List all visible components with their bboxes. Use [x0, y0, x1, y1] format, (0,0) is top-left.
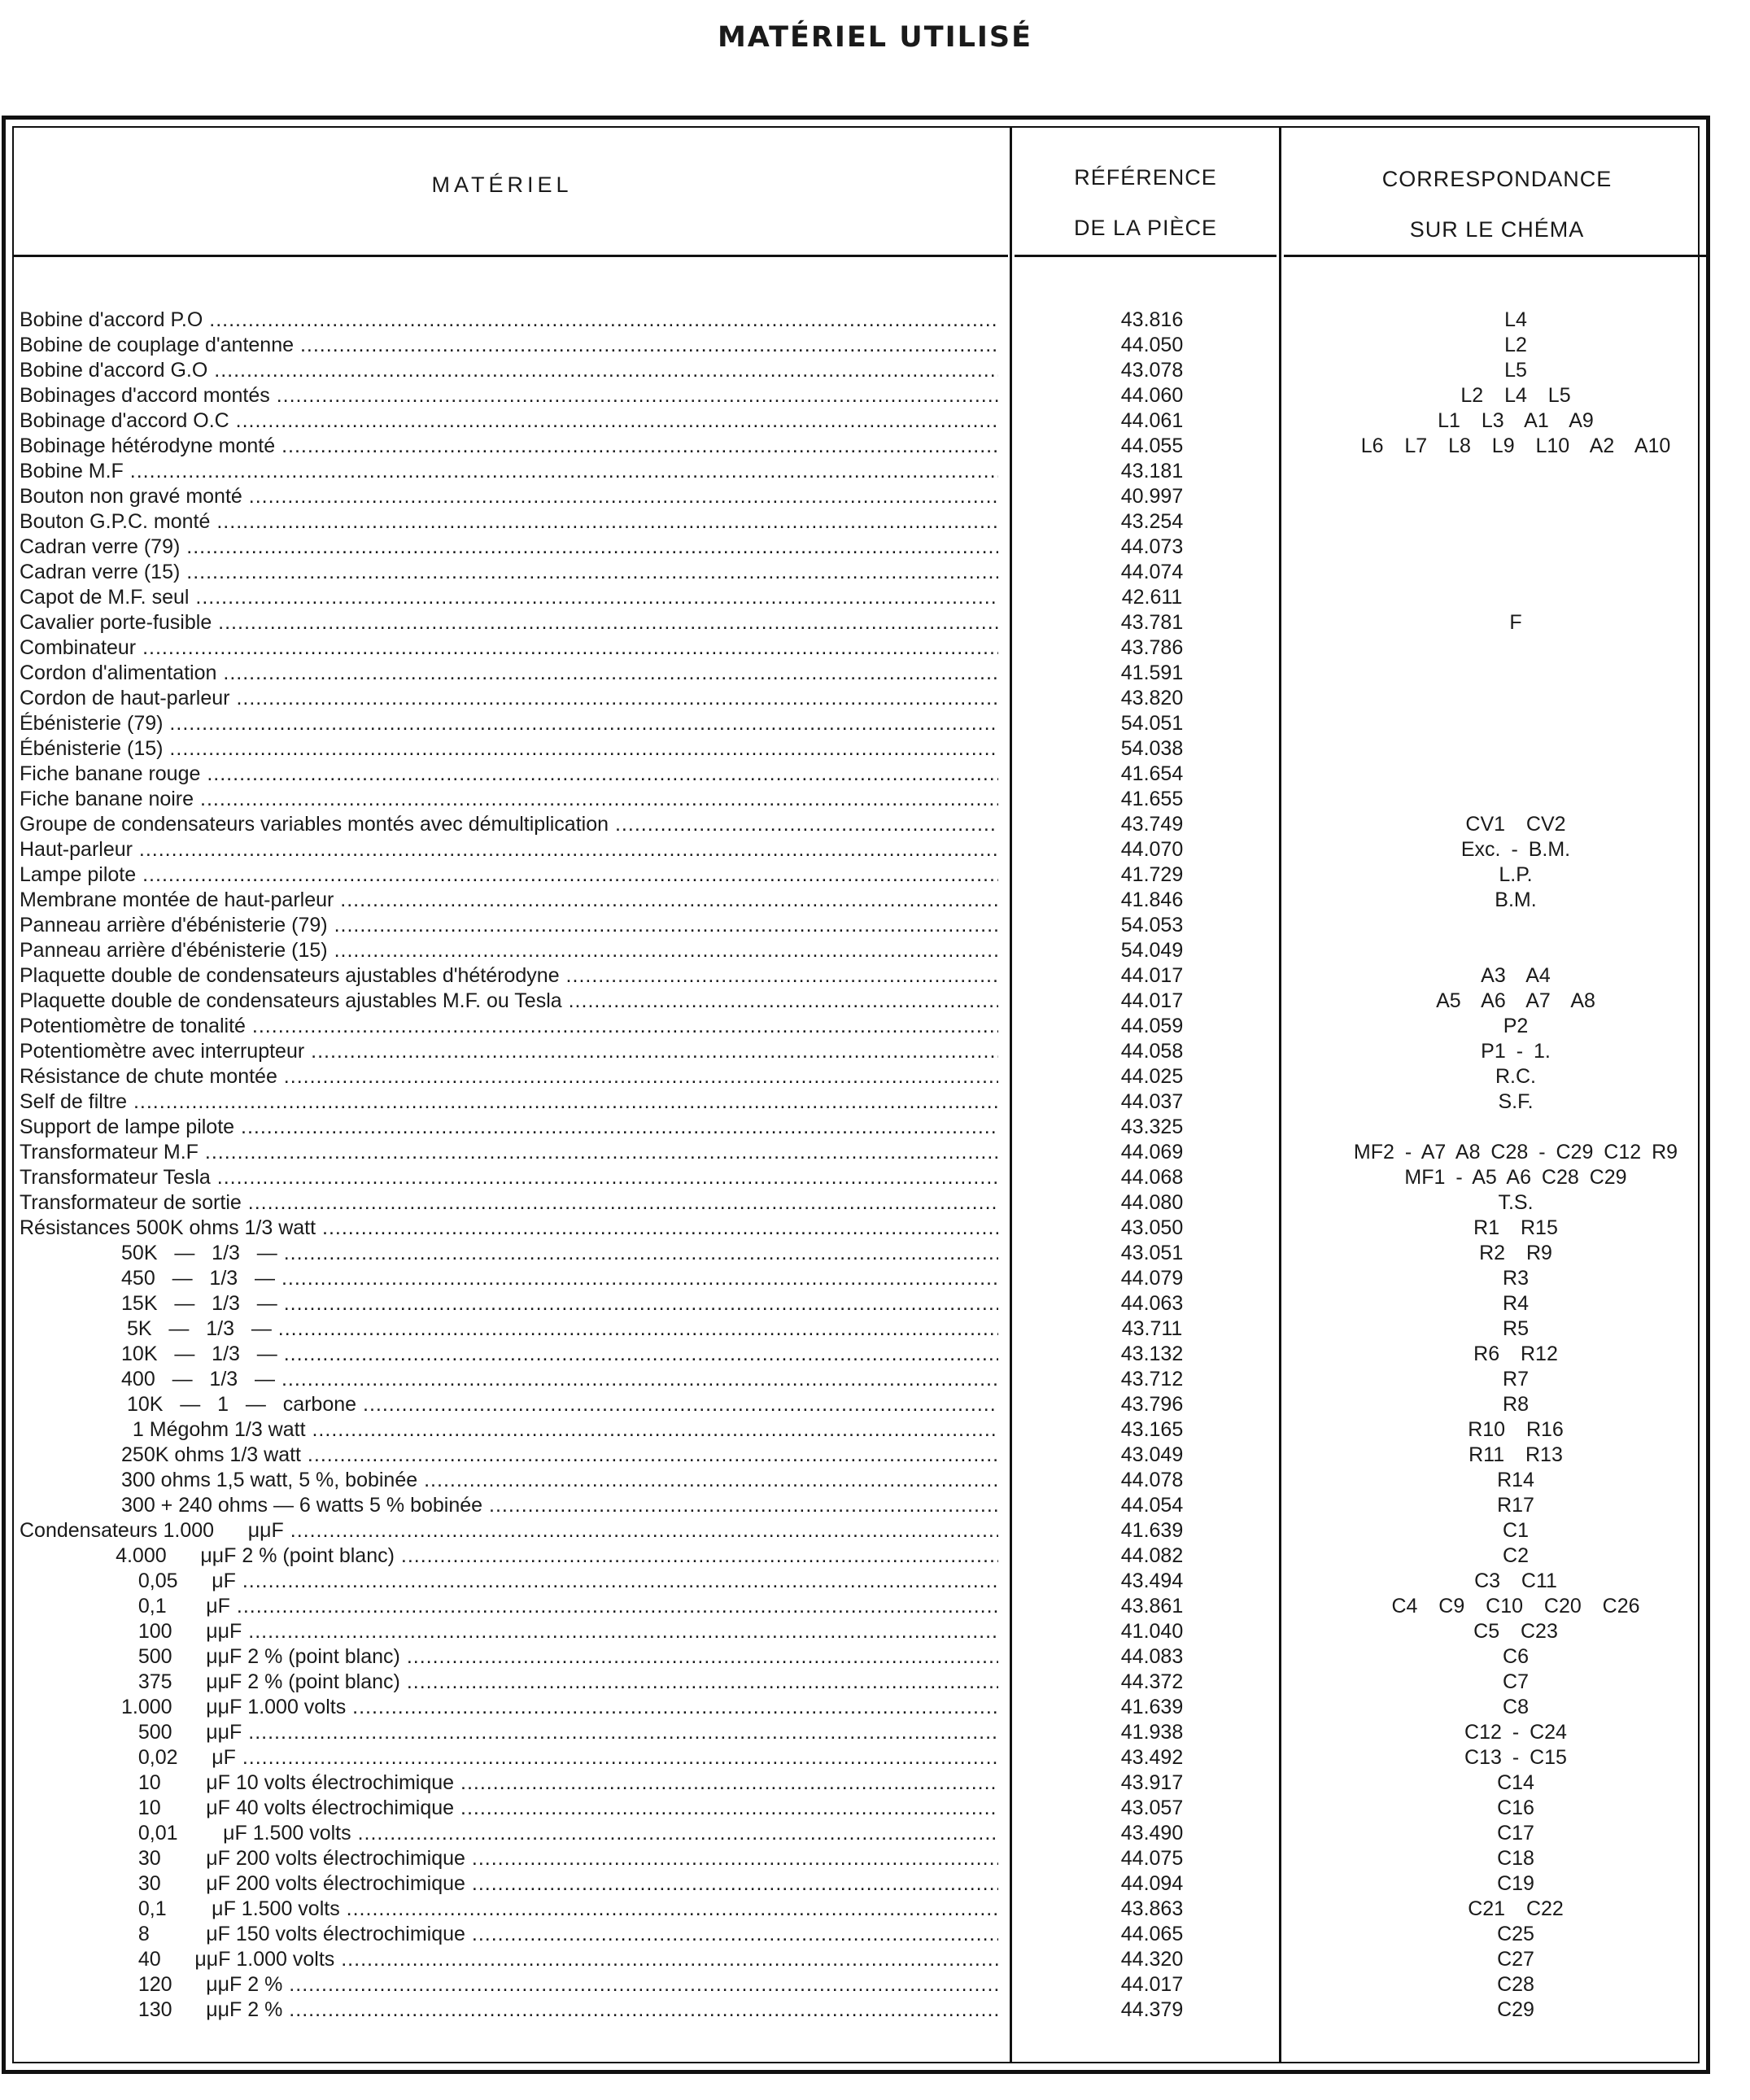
- table-row: [16, 333, 1692, 358]
- table-row: [16, 1316, 1692, 1342]
- row-correspondance: R1 R15: [1473, 1216, 1558, 1239]
- row-material: Résistance de chute montée .....: [20, 1064, 998, 1089]
- table-row: [16, 1796, 1692, 1821]
- table-row: [16, 1569, 1692, 1594]
- header-correspondance: [1284, 154, 1710, 255]
- row-reference: 41.938: [1120, 1721, 1184, 1744]
- row-material: 0,1 μF .....: [20, 1594, 998, 1619]
- row-reference: 44.017: [1120, 989, 1184, 1012]
- table-row: [16, 509, 1692, 535]
- header-rule-correspondance: [1284, 255, 1710, 257]
- row-reference: 43.749: [1120, 813, 1184, 836]
- row-reference: 43.254: [1120, 510, 1184, 533]
- row-material: Transformateur de sortie .....: [20, 1190, 998, 1216]
- row-material: 30 μF 200 volts électrochimique .....: [20, 1871, 998, 1897]
- row-reference: 44.017: [1120, 964, 1184, 987]
- table-row: [16, 1720, 1692, 1745]
- header-reference-line2: DE LA PIÈCE: [1073, 216, 1218, 240]
- table-row: [16, 560, 1692, 585]
- row-correspondance: R4: [1503, 1292, 1529, 1315]
- row-reference: 41.846: [1120, 888, 1184, 911]
- row-material: 0,01 μF 1.500 volts .....: [20, 1821, 998, 1846]
- table-row: [16, 1291, 1692, 1316]
- row-correspondance: L2: [1504, 334, 1527, 356]
- row-material: 120 μμF 2 % .....: [20, 1972, 998, 1997]
- row-material: 15K — 1/3 — .....: [20, 1291, 998, 1316]
- table-row: [16, 1897, 1692, 1922]
- table-body: [16, 308, 1692, 2023]
- row-material: 450 — 1/3 — .....: [20, 1266, 998, 1291]
- table-row: [16, 661, 1692, 686]
- row-material: 1.000 μμF 1.000 volts .....: [20, 1695, 998, 1720]
- table-row: [16, 358, 1692, 383]
- table-row: [16, 1216, 1692, 1241]
- table-row: [16, 1115, 1692, 1140]
- row-material: 100 μμF .....: [20, 1619, 998, 1644]
- row-reference: 44.320: [1120, 1948, 1184, 1971]
- table-row: [16, 837, 1692, 862]
- row-reference: 43.786: [1120, 636, 1184, 659]
- row-correspondance: A5 A6 A7 A8: [1436, 989, 1595, 1012]
- row-reference: 43.165: [1120, 1418, 1184, 1441]
- row-material: Haut-parleur .....: [20, 837, 998, 862]
- row-reference: 44.037: [1120, 1090, 1184, 1113]
- row-material: Bobine de couplage d'antenne .....: [20, 333, 998, 358]
- row-correspondance: MF2 - A7 A8 C28 - C29 C12 R9: [1353, 1141, 1678, 1164]
- row-reference: 43.181: [1120, 460, 1184, 482]
- row-material: Bobinages d'accord montés .....: [20, 383, 998, 408]
- row-reference: 54.038: [1120, 737, 1184, 760]
- row-reference: 43.712: [1120, 1368, 1184, 1391]
- row-material: Bobine d'accord G.O .....: [20, 358, 998, 383]
- row-correspondance: L2 L4 L5: [1460, 384, 1571, 407]
- row-correspondance: R6 R12: [1473, 1343, 1558, 1365]
- row-material: 5K — 1/3 — .....: [20, 1316, 998, 1342]
- row-correspondance: R11 R13: [1469, 1443, 1563, 1466]
- table-row: [16, 1770, 1692, 1796]
- row-reference: 43.325: [1120, 1115, 1184, 1138]
- row-material: Cadran verre (79) .....: [20, 535, 998, 560]
- row-material: Condensateurs 1.000 μμF .....: [20, 1518, 998, 1543]
- row-correspondance: C29: [1497, 1998, 1534, 2021]
- table-row: [16, 1695, 1692, 1720]
- row-material: Self de filtre .....: [20, 1089, 998, 1115]
- table-row: [16, 1493, 1692, 1518]
- row-reference: 44.059: [1120, 1015, 1184, 1037]
- table-row: [16, 383, 1692, 408]
- table-row: [16, 1745, 1692, 1770]
- row-correspondance: L1 L3 A1 A9: [1438, 409, 1594, 432]
- row-material: Transformateur Tesla .....: [20, 1165, 998, 1190]
- row-correspondance: C3 C11: [1474, 1570, 1557, 1592]
- table-row: [16, 1165, 1692, 1190]
- row-correspondance: L.P.: [1499, 863, 1533, 886]
- row-material: Panneau arrière d'ébénisterie (15) .....: [20, 938, 998, 963]
- row-material: Cordon d'alimentation .....: [20, 661, 998, 686]
- row-reference: 44.083: [1120, 1645, 1184, 1668]
- row-reference: 41.040: [1120, 1620, 1184, 1643]
- table-row: [16, 1468, 1692, 1493]
- table-row: [16, 1821, 1692, 1846]
- row-reference: 44.060: [1120, 384, 1184, 407]
- row-reference: 44.061: [1120, 409, 1184, 432]
- row-material: Lampe pilote .....: [20, 862, 998, 888]
- table-row: [16, 1871, 1692, 1897]
- table-row: [16, 1190, 1692, 1216]
- table-row: [16, 1947, 1692, 1972]
- row-material: 500 μμF 2 % (point blanc) .....: [20, 1644, 998, 1670]
- row-material: 10K — 1 — carbone .....: [20, 1392, 998, 1417]
- row-material: 400 — 1/3 — .....: [20, 1367, 998, 1392]
- row-reference: 54.053: [1120, 914, 1184, 936]
- row-reference: 44.055: [1120, 434, 1184, 457]
- row-correspondance: MF1 - A5 A6 C28 C29: [1404, 1166, 1627, 1189]
- row-reference: 43.051: [1120, 1242, 1184, 1264]
- table-row: [16, 711, 1692, 736]
- row-reference: 44.079: [1120, 1267, 1184, 1290]
- table-row: [16, 1392, 1692, 1417]
- row-correspondance: S.F.: [1498, 1090, 1534, 1113]
- table-row: [16, 888, 1692, 913]
- row-correspondance: C16: [1497, 1797, 1534, 1819]
- table-row: [16, 1997, 1692, 2023]
- row-reference: 41.639: [1120, 1519, 1184, 1542]
- header-reference-line1: RÉFÉRENCE: [1074, 165, 1217, 190]
- table-row: [16, 963, 1692, 989]
- row-reference: 44.063: [1120, 1292, 1184, 1315]
- table-row: [16, 308, 1692, 333]
- table-row: [16, 408, 1692, 434]
- row-correspondance: R3: [1503, 1267, 1529, 1290]
- row-correspondance: C17: [1497, 1822, 1534, 1845]
- row-material: Bouton non gravé monté .....: [20, 484, 998, 509]
- row-reference: 43.049: [1120, 1443, 1184, 1466]
- table-row: [16, 434, 1692, 459]
- table-row: [16, 610, 1692, 635]
- row-reference: 43.494: [1120, 1570, 1184, 1592]
- table-row: [16, 1342, 1692, 1367]
- row-correspondance: R17: [1497, 1494, 1534, 1517]
- row-correspondance: R10 R16: [1468, 1418, 1564, 1441]
- row-reference: 44.058: [1120, 1040, 1184, 1063]
- row-reference: 44.050: [1120, 334, 1184, 356]
- row-material: Cavalier porte-fusible .....: [20, 610, 998, 635]
- row-material: 30 μF 200 volts électrochimique .....: [20, 1846, 998, 1871]
- row-reference: 43.492: [1120, 1746, 1184, 1769]
- row-material: 50K — 1/3 — .....: [20, 1241, 998, 1266]
- row-material: Résistances 500K ohms 1/3 watt .....: [20, 1216, 998, 1241]
- row-material: Combinateur .....: [20, 635, 998, 661]
- row-material: 10 μF 10 volts électrochimique .....: [20, 1770, 998, 1796]
- table-row: [16, 1518, 1692, 1543]
- header-rule-materiel: [14, 255, 1008, 257]
- row-material: 4.000 μμF 2 % (point blanc) .....: [20, 1543, 998, 1569]
- table-row: [16, 1367, 1692, 1392]
- row-material: Bobinage d'accord O.C .....: [20, 408, 998, 434]
- row-reference: 44.080: [1120, 1191, 1184, 1214]
- row-reference: 44.068: [1120, 1166, 1184, 1189]
- table-row: [16, 635, 1692, 661]
- row-material: Panneau arrière d'ébénisterie (79) .....: [20, 913, 998, 938]
- row-material: Bobine d'accord P.O .....: [20, 308, 998, 333]
- row-correspondance: C13 - C15: [1464, 1746, 1567, 1769]
- row-correspondance: R7: [1503, 1368, 1529, 1391]
- table-row: [16, 1443, 1692, 1468]
- row-material: Bobine M.F .....: [20, 459, 998, 484]
- row-material: 500 μμF .....: [20, 1720, 998, 1745]
- row-correspondance: C2: [1503, 1544, 1529, 1567]
- table-row: [16, 484, 1692, 509]
- row-reference: 44.017: [1120, 1973, 1184, 1996]
- row-reference: 43.917: [1120, 1771, 1184, 1794]
- row-correspondance: R2 R9: [1479, 1242, 1552, 1264]
- table-row: [16, 1266, 1692, 1291]
- row-reference: 44.078: [1120, 1469, 1184, 1491]
- row-material: Membrane montée de haut-parleur .....: [20, 888, 998, 913]
- table-row: [16, 1089, 1692, 1115]
- table-row: [16, 913, 1692, 938]
- row-material: Fiche banane noire .....: [20, 787, 998, 812]
- row-material: 300 ohms 1,5 watt, 5 %, bobinée .....: [20, 1468, 998, 1493]
- row-correspondance: R8: [1503, 1393, 1529, 1416]
- table-row: [16, 989, 1692, 1014]
- table-row: [16, 787, 1692, 812]
- row-reference: 44.070: [1120, 838, 1184, 861]
- row-reference: 44.379: [1120, 1998, 1184, 2021]
- row-material: 0,1 μF 1.500 volts .....: [20, 1897, 998, 1922]
- row-correspondance: C21 C22: [1468, 1897, 1564, 1920]
- row-material: 0,05 μF .....: [20, 1569, 998, 1594]
- row-correspondance: C28: [1497, 1973, 1534, 1996]
- row-reference: 43.863: [1120, 1897, 1184, 1920]
- row-material: Plaquette double de condensateurs ajustables d'hétérodyne .....: [20, 963, 998, 989]
- row-material: Ébénisterie (15) .....: [20, 736, 998, 762]
- row-correspondance: C14: [1497, 1771, 1534, 1794]
- row-material: 300 + 240 ohms — 6 watts 5 % bobinée .....: [20, 1493, 998, 1518]
- row-correspondance: A3 A4: [1481, 964, 1551, 987]
- table-row: [16, 1644, 1692, 1670]
- row-correspondance: C4 C9 C10 C20 C26: [1391, 1595, 1640, 1618]
- row-reference: 43.050: [1120, 1216, 1184, 1239]
- table-row: [16, 1972, 1692, 1997]
- row-material: 8 μF 150 volts électrochimique .....: [20, 1922, 998, 1947]
- table-row: [16, 1039, 1692, 1064]
- row-reference: 44.069: [1120, 1141, 1184, 1164]
- row-material: 10K — 1/3 — .....: [20, 1342, 998, 1367]
- table-row: [16, 1670, 1692, 1695]
- table-row: [16, 1619, 1692, 1644]
- row-reference: 41.729: [1120, 863, 1184, 886]
- table-row: [16, 459, 1692, 484]
- row-reference: 43.057: [1120, 1797, 1184, 1819]
- row-reference: 54.051: [1120, 712, 1184, 735]
- row-correspondance: Exc. - B.M.: [1460, 838, 1571, 861]
- row-correspondance: C18: [1497, 1847, 1534, 1870]
- table-row: [16, 1543, 1692, 1569]
- row-material: Capot de M.F. seul .....: [20, 585, 998, 610]
- table-row: [16, 1594, 1692, 1619]
- row-reference: 41.639: [1120, 1696, 1184, 1718]
- row-material: Cadran verre (15) .....: [20, 560, 998, 585]
- row-reference: 43.711: [1121, 1317, 1183, 1340]
- row-correspondance: C8: [1503, 1696, 1529, 1718]
- row-correspondance: R.C.: [1495, 1065, 1536, 1088]
- table-row: [16, 1417, 1692, 1443]
- table-row: [16, 1014, 1692, 1039]
- row-reference: 44.075: [1120, 1847, 1184, 1870]
- row-reference: 43.781: [1120, 611, 1184, 634]
- row-reference: 43.861: [1120, 1595, 1184, 1618]
- table-row: [16, 812, 1692, 837]
- row-material: Bobinage hétérodyne monté .....: [20, 434, 998, 459]
- row-material: Transformateur M.F .....: [20, 1140, 998, 1165]
- row-correspondance: C5 C23: [1473, 1620, 1558, 1643]
- row-correspondance: C12 - C24: [1464, 1721, 1567, 1744]
- row-reference: 44.073: [1120, 535, 1184, 558]
- header-reference: [1015, 152, 1276, 253]
- header-rule-reference: [1015, 255, 1276, 257]
- page-title: MATÉRIEL UTILISÉ: [717, 21, 1033, 54]
- row-correspondance: F: [1509, 611, 1522, 634]
- row-correspondance: L6 L7 L8 L9 L10 A2 A10: [1360, 434, 1671, 457]
- row-reference: 44.065: [1120, 1923, 1184, 1945]
- table-row: [16, 686, 1692, 711]
- row-correspondance: P2: [1503, 1015, 1529, 1037]
- row-material: 1 Mégohm 1/3 watt .....: [20, 1417, 998, 1443]
- row-reference: 44.372: [1120, 1670, 1184, 1693]
- row-material: Support de lampe pilote .....: [20, 1115, 998, 1140]
- row-correspondance: C27: [1497, 1948, 1534, 1971]
- row-material: 130 μμF 2 % .....: [20, 1997, 998, 2023]
- row-correspondance: P1 - 1.: [1481, 1040, 1551, 1063]
- row-reference: 43.132: [1120, 1343, 1184, 1365]
- row-material: 10 μF 40 volts électrochimique .....: [20, 1796, 998, 1821]
- row-reference: 43.078: [1120, 359, 1184, 382]
- table-row: [16, 1140, 1692, 1165]
- row-correspondance: L5: [1504, 359, 1527, 382]
- row-material: Plaquette double de condensateurs ajustables M.F. ou Tesla .....: [20, 989, 998, 1014]
- row-material: 0,02 μF .....: [20, 1745, 998, 1770]
- row-reference: 44.082: [1120, 1544, 1184, 1567]
- row-correspondance: C25: [1497, 1923, 1534, 1945]
- row-correspondance: C19: [1497, 1872, 1534, 1895]
- row-reference: 44.054: [1120, 1494, 1184, 1517]
- row-material: Fiche banane rouge .....: [20, 762, 998, 787]
- row-correspondance: T.S.: [1498, 1191, 1534, 1214]
- table-row: [16, 1064, 1692, 1089]
- row-material: Bouton G.P.C. monté .....: [20, 509, 998, 535]
- table-row: [16, 1241, 1692, 1266]
- table-row: [16, 762, 1692, 787]
- row-material: Cordon de haut-parleur .....: [20, 686, 998, 711]
- row-reference: 43.820: [1120, 687, 1184, 709]
- row-reference: 54.049: [1120, 939, 1184, 962]
- row-material: Potentiomètre avec interrupteur .....: [20, 1039, 998, 1064]
- table-row: [16, 535, 1692, 560]
- table-row: [16, 862, 1692, 888]
- row-reference: 41.655: [1120, 788, 1184, 810]
- row-material: 375 μμF 2 % (point blanc) .....: [20, 1670, 998, 1695]
- row-correspondance: B.M.: [1495, 888, 1537, 911]
- table-row: [16, 1922, 1692, 1947]
- row-reference: 43.796: [1120, 1393, 1184, 1416]
- row-correspondance: C1: [1503, 1519, 1529, 1542]
- row-material: 40 μμF 1.000 volts .....: [20, 1947, 998, 1972]
- header-correspondance-line2: SUR LE CHÉMA: [1409, 217, 1585, 242]
- header-materiel: MATÉRIEL: [431, 172, 573, 197]
- table-row: [16, 938, 1692, 963]
- row-correspondance: CV1 CV2: [1465, 813, 1566, 836]
- row-reference: 44.094: [1120, 1872, 1184, 1895]
- table-row: [16, 585, 1692, 610]
- row-reference: 43.816: [1120, 308, 1184, 331]
- row-material: Ébénisterie (79) .....: [20, 711, 998, 736]
- row-material: Groupe de condensateurs variables montés avec démultiplication .....: [20, 812, 998, 837]
- row-reference: 41.591: [1120, 661, 1184, 684]
- row-material: Potentiomètre de tonalité .....: [20, 1014, 998, 1039]
- row-reference: 43.490: [1120, 1822, 1184, 1845]
- row-correspondance: L4: [1504, 308, 1527, 331]
- row-reference: 40.997: [1120, 485, 1184, 508]
- table-row: [16, 736, 1692, 762]
- table-row: [16, 1846, 1692, 1871]
- row-material: 250K ohms 1/3 watt .....: [20, 1443, 998, 1468]
- row-correspondance: R14: [1497, 1469, 1534, 1491]
- row-reference: 44.025: [1120, 1065, 1184, 1088]
- row-reference: 41.654: [1120, 762, 1184, 785]
- header-correspondance-line1: CORRESPONDANCE: [1381, 167, 1613, 191]
- row-correspondance: R5: [1503, 1317, 1529, 1340]
- row-reference: 44.074: [1120, 561, 1184, 583]
- row-correspondance: C6: [1503, 1645, 1529, 1668]
- row-reference: 42.611: [1121, 586, 1183, 609]
- row-correspondance: C7: [1503, 1670, 1529, 1693]
